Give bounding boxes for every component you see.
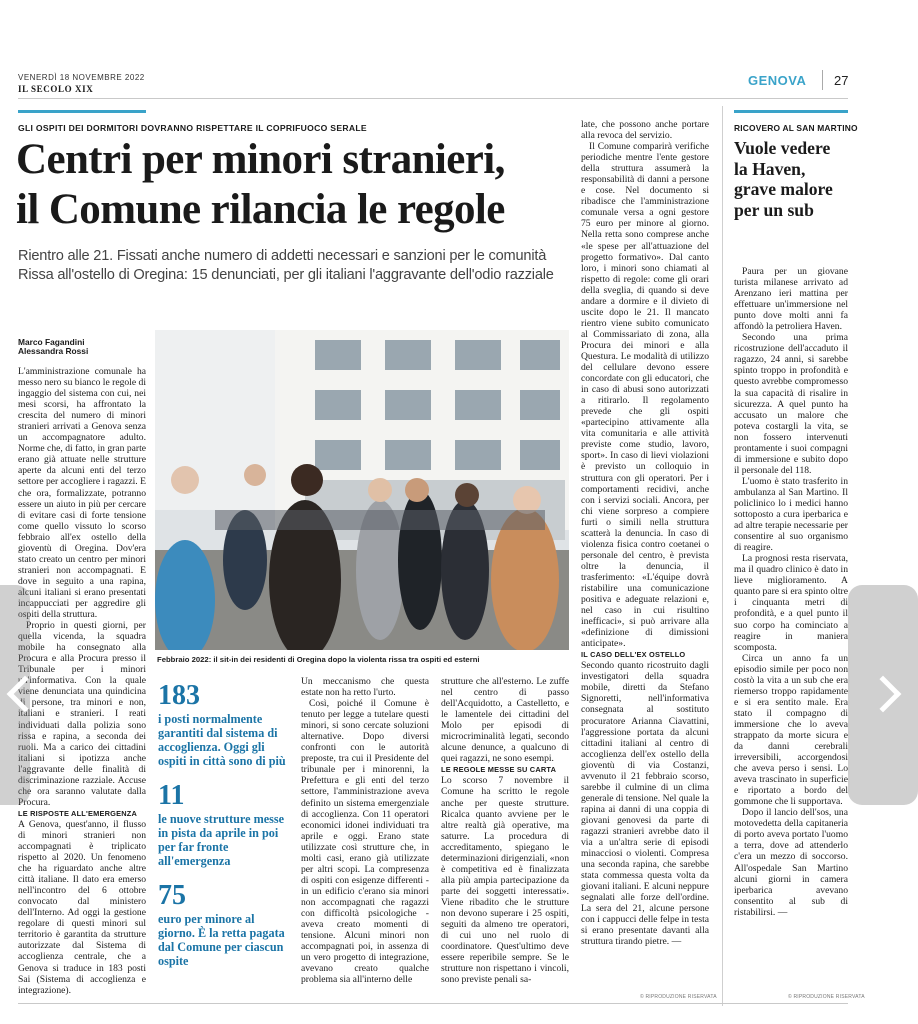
side-accent-rule [734, 110, 848, 113]
main-deck-line2: Rissa all'ostello di Oregina: 15 denunciati, per gli italiani l'aggravante dell'odio razziale [18, 267, 554, 283]
next-page-button[interactable] [848, 585, 918, 805]
footer-rule [18, 1003, 848, 1004]
main-column-5 [581, 119, 709, 995]
main-copyright: © RIPRODUZIONE RISERVATA [640, 994, 717, 1000]
col4-paragraph-1: strutture che all'esterno. Le zuffe nel centro di passo dell'Acquidotto, a Castelletto, e le lamentele dei cittadini del Molo per episodi di microcriminalità legati, secondo alcune denunce, a qualcuno di quei ragazzi, ne sono esempi. [441, 676, 569, 765]
news-photo [155, 330, 569, 650]
col1-paragraph-3: A Genova, quest'anno, il flusso di minori stranieri non accompagnati è triplicato rispetto al 2020. Un fenomeno che ha riguardato anche altre città italiane. Il dato era emerso nell'incontro del 6 ottobre convocato dal ministero dell'Interno. Ad oggi la gestione regolare di questi minori sul territorio è garantita da strutture autorizzate dal Sistema di accoglienza centrale, che a Genova si traduce in 183 posti Sai (Sistema di accoglienza e integrazione). [18, 818, 146, 996]
author-1: Marco Fagandini [18, 337, 85, 347]
main-accent-rule [18, 110, 146, 113]
side-paragraph-4: La prognosi resta riservata, ma il quadro clinico è dato in lieve miglioramento. A quanto pare si era spinto oltre i cinquanta metri di profondità, e a quel punto il suo corpo ha cominciato a reagire in maniera scomposta. [734, 553, 848, 653]
previous-page-button[interactable] [0, 585, 30, 805]
stat-11-text: le nuove strutture messe in pista da aprile in poi per far fronte all'emergenza [158, 812, 285, 868]
main-column-1 [18, 366, 146, 1002]
side-paragraph-2: Secondo una prima ricostruzione dell'accaduto il ragazzo, 24 anni, si sarebbe spinto troppo in profondità e questo avrebbe compromesso la sua capacità di risalire in sicurezza. A quel punto ha accusato un malore che poteva costargli la vita, se non fossero intervenuti prontamente i suoi compagni di immersione e subito dopo il personale del 118. [734, 332, 848, 476]
side-headline [734, 138, 854, 220]
side-paragraph-6: Dopo il lancio dell'sos, una motovedetta della capitaneria di porto aveva portato l'uomo a terra, dove ad attenderlo c'era un mezzo di soccorso. All'ospedale San Martino alcuni giorni in camera iperbarica avevano consentito al sub di ristabilirsi. — [734, 807, 848, 918]
col5-subheading: IL CASO DELL'EX OSTELLO [581, 650, 686, 660]
side-paragraph-3: L'uomo è stato trasferito in ambulanza al San Martino. Il policlinico lo i medici hanno sottoposto a cura iperbarica e ad altre terapie necessarie per consentire al suo organismo di reagire. [734, 475, 848, 554]
masthead-paper: IL SECOLO XIX [18, 84, 94, 94]
side-column [734, 266, 848, 993]
side-headline-line1: Vuole vedere [734, 138, 831, 158]
stat-75-text: euro per minore al giorno. È la retta pagata dal Comune per ciascun ospite [158, 912, 285, 968]
col1-subheading: LE RISPOSTE ALL'EMERGENZA [18, 808, 137, 818]
main-headline-line2: il Comune rilancia le regole [16, 186, 505, 233]
masthead-section: GENOVA [748, 73, 807, 88]
col3-paragraph-2: Così, poiché il Comune è tenuto per legge a tutelare questi minori, si sono cercate soluzioni alternative. Dopo diversi confronti con le autorità preposte, tra cui il Presidente del tribunale per i minorenni, la Prefettura e gli enti del terzo settore, l'amministrazione aveva definito un sistema emergenziale di accoglienza. Con 11 operatori economici idonei individuati tra aprile e oggi. Erano state utilizzate così strutture che, in molti casi, erano già utilizzate per altri scopi. La compresenza di ospiti con esigenze differenti - in un edificio c'erano sia minori non accompagnati che ragazzi con difficoltà psicologiche - aveva creato momenti di tensione. Alcuni minori non accompagnati poi, in assenza di un vero progetto di integrazione, avevano creato qualche problema sia all'interno delle [301, 698, 429, 986]
chevron-right-icon [865, 676, 902, 713]
column-divider [722, 106, 723, 1006]
stats-column [158, 682, 288, 968]
main-kicker: GLI OSPITI DEI DORMITORI DOVRANNO RISPETTARE IL COPRIFUOCO SERALE [18, 123, 367, 133]
side-paragraph-5: Circa un anno fa un episodio simile per poco non costò la vita a un sub che era riemerso troppo rapidamente e si era sentito male. Era stato il compagno di immersione che lo aveva strappato da morte sicura e da danni cerebrali irreversibili, accorgendosi che aveva perso i sensi. Lo aveva trascinato in superficie e riportato a bordo del gommone che li supportava. [734, 652, 848, 808]
main-column-3 [301, 676, 429, 1002]
main-headline-line1: Centri per minori stranieri, [16, 136, 505, 183]
main-column-4 [441, 676, 569, 1002]
col1-paragraph-2: Proprio in questi giorni, per quella vicenda, la squadra mobile ha consegnato alla Procura e alla Procura presso il Tribunale per i minori un'informativa. Con la quale viene denunciata una quindicina di persone, tra minori e non, italiani e stranieri. I reati individuati dalla polizia sono rissa e rapina, a seconda dei ruoli. Ma a carico dei cittadini italiani si ipotizza anche l'aggravante delle finalità di discriminazione razziale. Accuse che ora saranno valutate dalla Procura. [18, 620, 146, 808]
side-kicker: RICOVERO AL SAN MARTINO [734, 123, 858, 133]
masthead-page-number: 27 [834, 73, 849, 88]
side-headline-line2: la Haven, [734, 158, 806, 179]
photo-illustration [155, 330, 569, 650]
author-2: Alessandra Rossi [18, 346, 89, 356]
masthead-rule [18, 98, 848, 99]
stat-183-text: i posti normalmente garantiti dal sistema di accoglienza. Oggi gli ospiti in città sono di più [158, 712, 286, 768]
col5-paragraph-1: late, che possono anche portare alla revoca del servizio. [581, 119, 709, 142]
stat-75-number: 75 [158, 880, 186, 911]
col5-paragraph-3: Secondo quanto ricostruito dagli investigatori della squadra mobile, diretti da Stefano Signoretti, nell'informativa consegnata al sostituto procuratore Arianna Ciavattini, l'aggressione portata da alcuni cittadini italiani al centro di accoglienza dell'ex ostello della gioventù di via Costanzi, avvenuto il 21 febbraio scorso, sarebbe il culmine di un clima generale di tensione. Nel quale la rapina ai danni di una coppia di giovani genovesi da parte di ragazzi stranieri avrebbe dato il via a un'altra serie di episodi minacciosi o violenti. Compresa una seconda rapina, che sarebbe stata commessa questa volta da giovani italiani. E alcuni neppure segnalati alle forze dell'ordine. La sera del 21, alcune persone con i cappucci delle felpe in testa si erano presentate davanti alla struttura tirando pietre. — [581, 660, 709, 948]
col4-paragraph-2: Lo scorso 7 novembre il Comune ha scritto le regole anche per queste strutture. Ricalca quanto avviene per le altre realtà già operative, ma saturre. La procedura di accreditamento, spiegano le determinazioni dirigenziali, «non è competitiva ed è finalizzata alla più ampia partecipazione da parte dei soggetti interessati». Viene ribadito che le strutture non devono superare i 25 ospiti, seguiti da almeno tre operatori, di cui uno nel ruolo di coordinatore. Quest'ultimo deve essere reperibile sempre. Se le strutture non rispettano i vincoli, sono previste penali sa- [441, 775, 569, 986]
stat-11-number: 11 [158, 780, 185, 811]
main-deck-line1: Rientro alle 21. Fissati anche numero di addetti necessari e sanzioni per le comunità [18, 248, 547, 264]
side-paragraph-1: Paura per un giovane turista milanese arrivato ad Arenzano ieri mattina per effettuare un'immersione nel punto dove molti anni fa affondò la petroliera Haven. [734, 266, 848, 333]
masthead-divider [822, 70, 823, 90]
masthead-date: VENERDÌ 18 NOVEMBRE 2022 [18, 73, 145, 82]
col4-subheading: LE REGOLE MESSE SU CARTA [441, 765, 557, 775]
side-copyright: © RIPRODUZIONE RISERVATA [788, 994, 865, 1000]
col1-paragraph-1: L'amministrazione comunale ha messo nero su bianco le regole di ingaggio del sistema con cui, nei mesi scorsi, ha affrontato la crescita del numero di minori stranieri arrivati a Genova senza un accompagnatore adulto. Norme che, di fatto, in gran parte erano già attuate nelle strutture aperte da alcuni enti del terzo settore per accogliere i ragazzi. E che ora, formalizzate, potranno essere un aiuto in più per cercare di evitare casi di forte tensione come quello vissuto lo scorso febbraio all'ex ostello della gioventù di Oregina. Dov'era stato creato un centro per minori stranieri non accompagnati. E dove in seguito a una rapina, alcuni italiani si erano presentati incappucciati per aggredire gli ospiti della struttura. [18, 366, 146, 621]
col3-paragraph-1: Un meccanismo che questa estate non ha retto l'urto. [301, 676, 429, 699]
side-headline-line3: grave malore [734, 179, 833, 200]
stat-183-number: 183 [158, 680, 200, 711]
photo-caption: Febbraio 2022: il sit-in dei residenti di Oregina dopo la violenta rissa tra ospiti ed esterni [157, 655, 480, 664]
side-headline-line4: per un sub [734, 199, 814, 220]
col5-paragraph-2: Il Comune comparirà verifiche periodiche mentre l'ente gestore della struttura assumerà la responsabilità di danni a persone e cose. Nel documento si ribadisce che l'amministrazione comunale versa a ogni gestore 75 euro per minore al giorno. Nella retta sono comprese anche «le spese per all'attuazione del progetto formativo». Dal canto loro, i minori sono chiamati al rispetto di regole: come gli orari della sveglia, di quando si deve andare a dormire e il divieto di uscite dopo le 21. Il mancato rientro viene subito comunicato al Commissariato di zona, alla Procura dei minori e alla Questura. Le modalità di utilizzo del cellulare devono essere concordate con gli educatori, che in caso di abusi sono autorizzati a ritirarlo. Il regolamento prevede che gli ospiti «partecipino attivamente alla vita comunitaria e alle attività previste come studio, lavoro, sport». In caso di lievi violazioni è previsto un colloquio in struttura con gli operatori. Per i comportamenti recidivi, anche con i servizi sociali. Ancora, per chi viene sorpreso a compiere furti o simili nella struttura scatterà la denuncia. In caso di violenza fisica contro coetanei o personale del centro, è prevista oltre la denuncia, il trasferimento: «L'équipe dovrà ristabilire una comunicazione positiva e adeguate relazioni e, nel caso in cui risultino inefficaci», si può arrivare alla «definizione di dimissioni anticipate». [581, 141, 709, 650]
